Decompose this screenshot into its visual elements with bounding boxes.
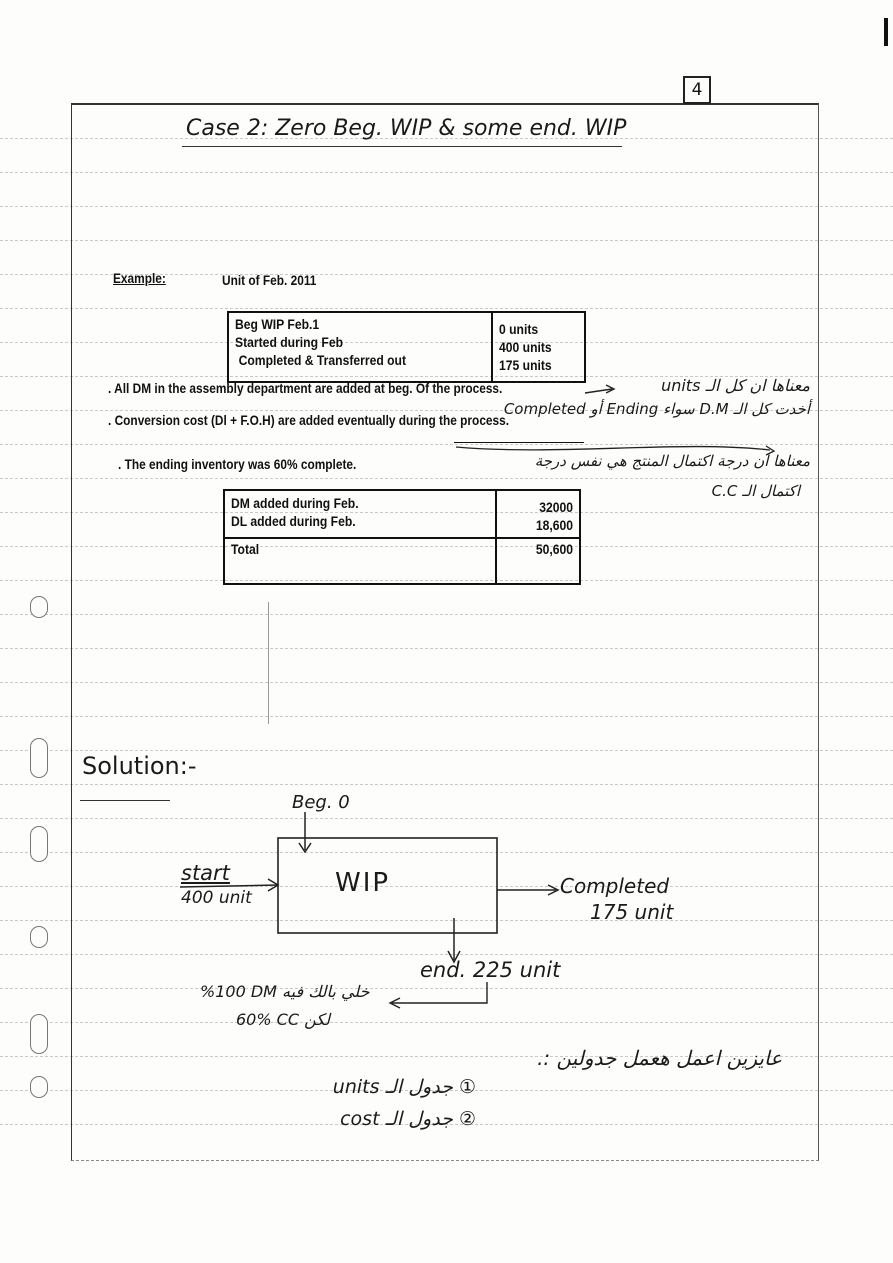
end-note-dm: %100 DM خلي بالك فيه — [200, 982, 370, 1001]
closing-item-units: ① جدول الـ units — [332, 1076, 476, 1098]
diagram-beg: Beg. 0 — [292, 792, 350, 813]
start-label: start — [181, 861, 230, 885]
note-completion: معناها ان درجة اكتمال المنتج هي نفس درجة — [534, 452, 810, 470]
end-note-cc: 60% CC لكن — [236, 1010, 330, 1029]
bullet-dm: . All DM in the assembly department are added at beg. Of the process. — [108, 381, 503, 396]
note-units: معناها ان كل الـ units — [661, 376, 810, 395]
units-table-label: Started during Feb — [235, 335, 344, 350]
units-table-label: Beg WIP Feb.1 — [235, 317, 320, 332]
bullet-ending: . The ending inventory was 60% complete. — [118, 457, 357, 472]
note-cc: اكتمال الـ C.C — [711, 482, 800, 500]
solution-label: Solution:- — [82, 752, 197, 780]
note-dm: أخدت كل الـ D.M سواء Ending أو Completed — [503, 400, 810, 418]
completed-label: Completed — [560, 874, 670, 898]
wip-box-label: WIP — [335, 868, 391, 898]
example-unit: Unit of Feb. 2011 — [222, 273, 317, 288]
units-table-value: 400 units — [499, 340, 552, 355]
case-title: Case 2: Zero Beg. WIP & some end. WIP — [186, 116, 627, 141]
bullet-conversion: . Conversion cost (Dl + F.O.H) are added eventually during the process. — [108, 413, 510, 428]
units-table-value: 0 units — [499, 322, 539, 337]
closing-item-cost: ② جدول الـ cost — [340, 1108, 476, 1130]
start-units: 400 unit — [181, 888, 252, 908]
units-table-value: 175 units — [499, 358, 552, 373]
completed-units: 175 unit — [590, 900, 674, 924]
cost-table-label: DL added during Feb. — [231, 514, 356, 529]
cost-table-total-label: Total — [231, 542, 260, 557]
cost-table-value: 18,600 — [535, 518, 573, 533]
example-label: Example: — [113, 271, 166, 286]
closing-intro: عايزين اعمل هعمل جدولين :. — [537, 1046, 782, 1070]
units-table-label: Completed & Transferred out — [238, 353, 407, 368]
page-number: 4 — [683, 76, 711, 104]
end-label: end. 225 unit — [420, 958, 561, 982]
cost-table-total-value: 50,600 — [535, 542, 573, 557]
cost-table-label: DM added during Feb. — [231, 496, 359, 511]
cost-table-value: 32000 — [539, 500, 573, 515]
